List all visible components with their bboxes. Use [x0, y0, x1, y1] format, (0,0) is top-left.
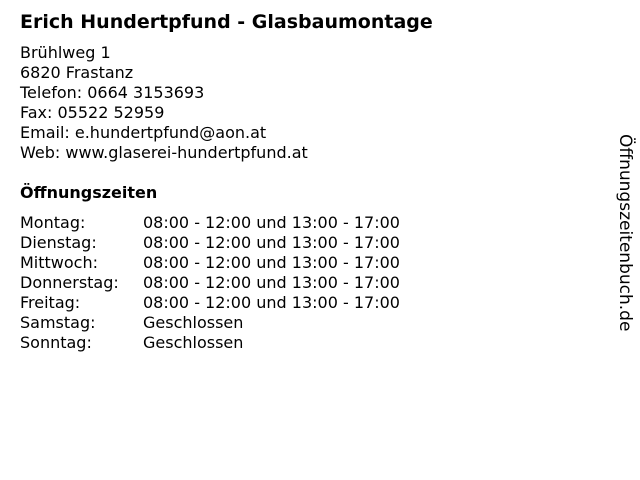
time-value: 08:00 - 12:00 und 13:00 - 17:00 — [143, 233, 400, 252]
time-value: 08:00 - 12:00 und 13:00 - 17:00 — [143, 273, 400, 292]
city-address: 6820 Frastanz — [20, 63, 134, 82]
opening-hours-heading: Öffnungszeiten — [20, 183, 158, 202]
day-label: Dienstag: — [20, 233, 97, 252]
time-value: 08:00 - 12:00 und 13:00 - 17:00 — [143, 253, 400, 272]
phone-number: Telefon: 0664 3153693 — [20, 83, 205, 102]
day-label: Donnerstag: — [20, 273, 119, 292]
contact-block — [20, 43, 308, 163]
street-address: Brühlweg 1 — [20, 43, 111, 62]
day-label: Montag: — [20, 213, 86, 232]
day-label: Sonntag: — [20, 333, 92, 352]
time-value: 08:00 - 12:00 und 13:00 - 17:00 — [143, 293, 400, 312]
time-value: Geschlossen — [143, 333, 244, 352]
business-name: Erich Hundertpfund - Glasbaumontage — [20, 11, 433, 33]
day-label: Mittwoch: — [20, 253, 98, 272]
website-address: Web: www.glaserei-hundertpfund.at — [20, 143, 308, 162]
day-label: Freitag: — [20, 293, 81, 312]
fax-number: Fax: 05522 52959 — [20, 103, 165, 122]
site-watermark: Öffnungszeitenbuch.de — [615, 134, 635, 332]
day-label: Samstag: — [20, 313, 96, 332]
time-value: 08:00 - 12:00 und 13:00 - 17:00 — [143, 213, 400, 232]
email-address: Email: e.hundertpfund@aon.at — [20, 123, 267, 142]
time-value: Geschlossen — [143, 313, 244, 332]
